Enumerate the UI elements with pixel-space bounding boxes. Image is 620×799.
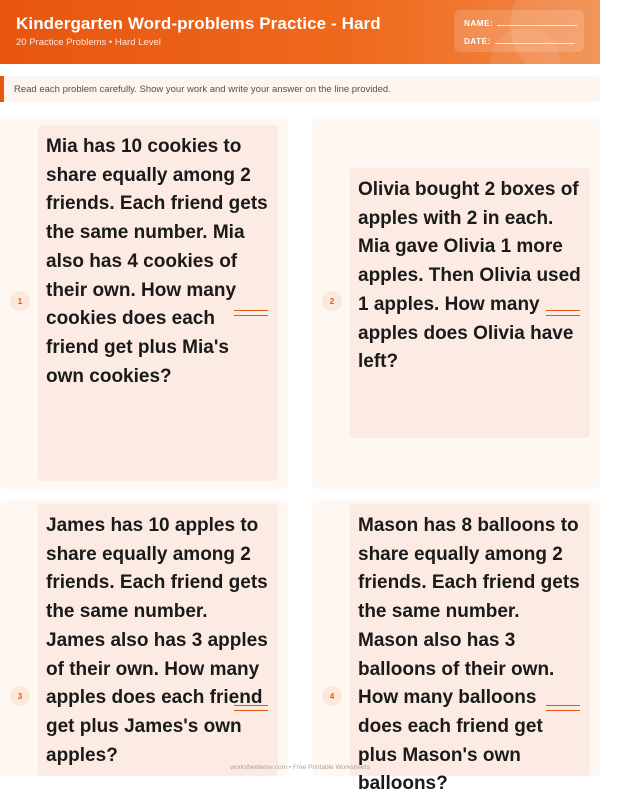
problem-question-box [350,168,590,438]
name-row [464,16,577,28]
worksheet-title: Kindergarten Word-problems Practice - Hard [16,14,381,33]
answer-line[interactable] [234,705,268,713]
problem-text: Mia has 10 cookies to share equally among 2 friends. Each friend gets the same number. Mia also has 4 cookies of their own. How many cookies does each friend get plus Mia's own cookies? [46,136,268,387]
date-line[interactable] [495,43,575,44]
problem-number: 3 [10,686,30,706]
date-row [464,34,575,46]
problem-question-box [350,504,590,795]
answer-line[interactable] [546,310,580,318]
instructions-banner [0,76,600,102]
problem-question-box [38,504,278,776]
instructions-text: Read each problem carefully. Show your work and write your answer on the line provided. [14,84,391,95]
answer-line[interactable] [546,705,580,713]
problem-card-2 [312,117,600,489]
problem-card-3 [0,500,288,776]
problem-question-box [38,125,278,481]
problem-card-4 [312,500,600,795]
problem-card-1 [0,117,288,489]
problem-text: James has 10 apples to share equally among 2 friends. Each friend gets the same number. James also has 3 apples of their own. How many apples does each friend get plus James's own apples? [46,515,268,766]
problem-number: 1 [10,291,30,311]
name-label: NAME: [464,19,494,28]
answer-line[interactable] [234,310,268,318]
problem-text: Mason has 8 balloons to share equally among 2 friends. Each friend gets the same number. Mason also has 3 balloons of their own. How many balloons does each friend get plus Mason's own balloons? [358,515,580,795]
name-date-box [454,10,584,52]
worksheet-header [0,0,600,64]
problem-number: 2 [322,291,342,311]
page-footer: worksheetwise.com • Free Printable Worksheets [230,764,370,771]
problem-text: Olivia bought 2 boxes of apples with 2 in each. Mia gave Olivia 1 more apples. Then Olivia used 1 apples. How many apples does Olivia have left? [358,179,581,373]
problem-number: 4 [322,686,342,706]
name-line[interactable] [497,25,577,26]
date-label: DATE: [464,37,491,46]
worksheet-subtitle: 20 Practice Problems • Hard Level [16,37,161,48]
